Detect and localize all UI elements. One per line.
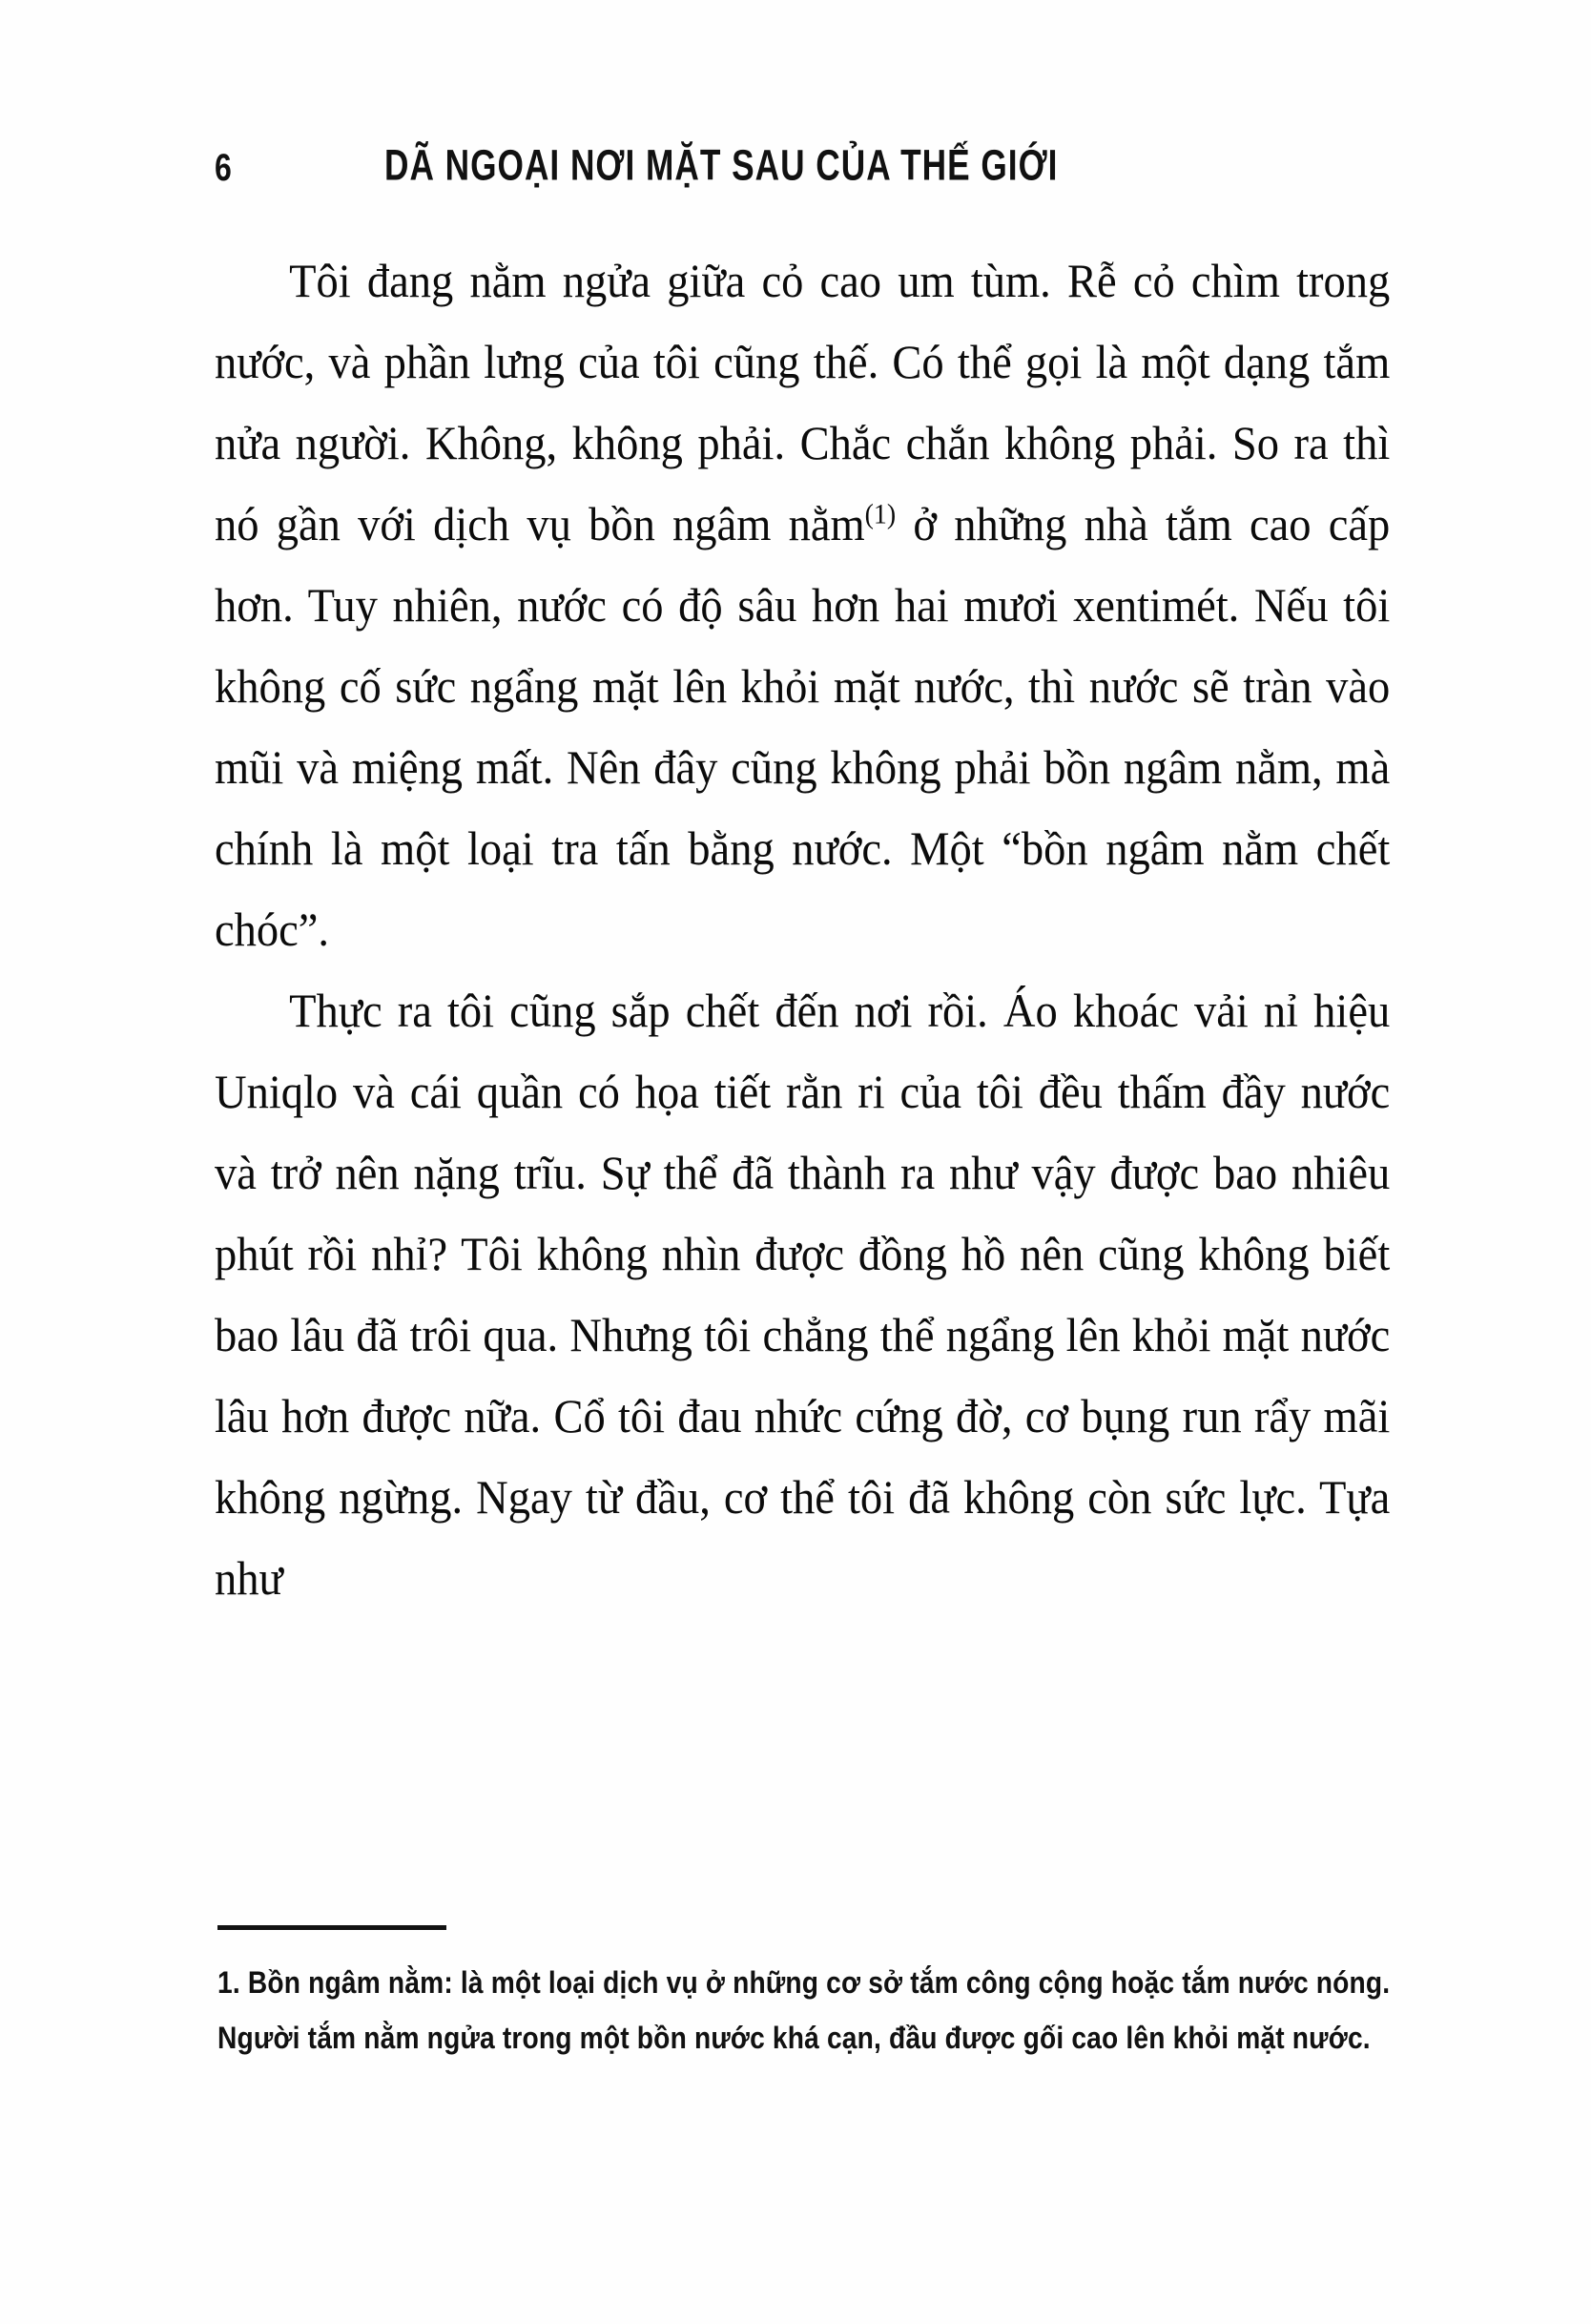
footnote-reference-1[interactable]: (1) xyxy=(864,498,897,530)
footnote-separator-rule xyxy=(217,1925,446,1930)
running-head xyxy=(215,141,1390,200)
paragraph-2-text: Thực ra tôi cũng sắp chết đến nơi rồi. Áo khoác vải nỉ hiệu Uniqlo và cái quần có họa tiết rằn ri của tôi đều thấm đầy nước và trở nên nặng trĩu. Sự thể đã thành ra như vậy được bao nhiêu phút rồi nhỉ? Tôi không nhìn được đồng hồ nên cũng không biết bao lâu đã trôi qua. Nhưng tôi chẳng thể ngẩng lên khỏi mặt nước lâu hơn được nữa. Cổ tôi đau nhức cứng đờ, cơ bụng run rẩy mãi không ngừng. Ngay từ đầu, cơ thể tôi đã không còn sức lực. Tựa như xyxy=(215,984,1391,1605)
footnote-area xyxy=(217,1925,1393,2065)
paragraph-1-text-before-footnote: Tôi đang nằm ngửa giữa cỏ cao um tùm. Rễ cỏ chìm trong nước, và phần lưng của tôi cũng thế. Có thể gọi là một dạng tắm nửa người. Không, không phải. Chắc chắn không phải. So ra thì nó gần với dịch vụ bồn ngâm nằm xyxy=(215,254,1391,550)
paragraph-2 xyxy=(215,970,1390,1619)
body-text xyxy=(215,240,1390,1619)
paragraph-1-text-after-footnote: ở những nhà tắm cao cấp hơn. Tuy nhiên, nước có độ sâu hơn hai mươi xentimét. Nếu tôi không cố sức ngẩng mặt lên khỏi mặt nước, thì nước sẽ tràn vào mũi và miệng mất. Nên đây cũng không phải bồn ngâm nằm, mà chính là một loại tra tấn bằng nước. Một “bồn ngâm nằm chết chóc”. xyxy=(215,497,1391,956)
paragraph-1 xyxy=(215,240,1390,970)
footnote-1: 1. Bồn ngâm nằm: là một loại dịch vụ ở những cơ sở tắm công cộng hoặc tắm nước nóng. Người tắm nằm ngửa trong một bồn nước khá cạn, đầu được gối cao lên khỏi mặt nước. xyxy=(217,1965,1391,2055)
running-title: DÃ NGOẠI NƠI MẶT SAU CỦA THẾ GIỚI xyxy=(384,141,1059,190)
page-number: 6 xyxy=(215,147,233,189)
